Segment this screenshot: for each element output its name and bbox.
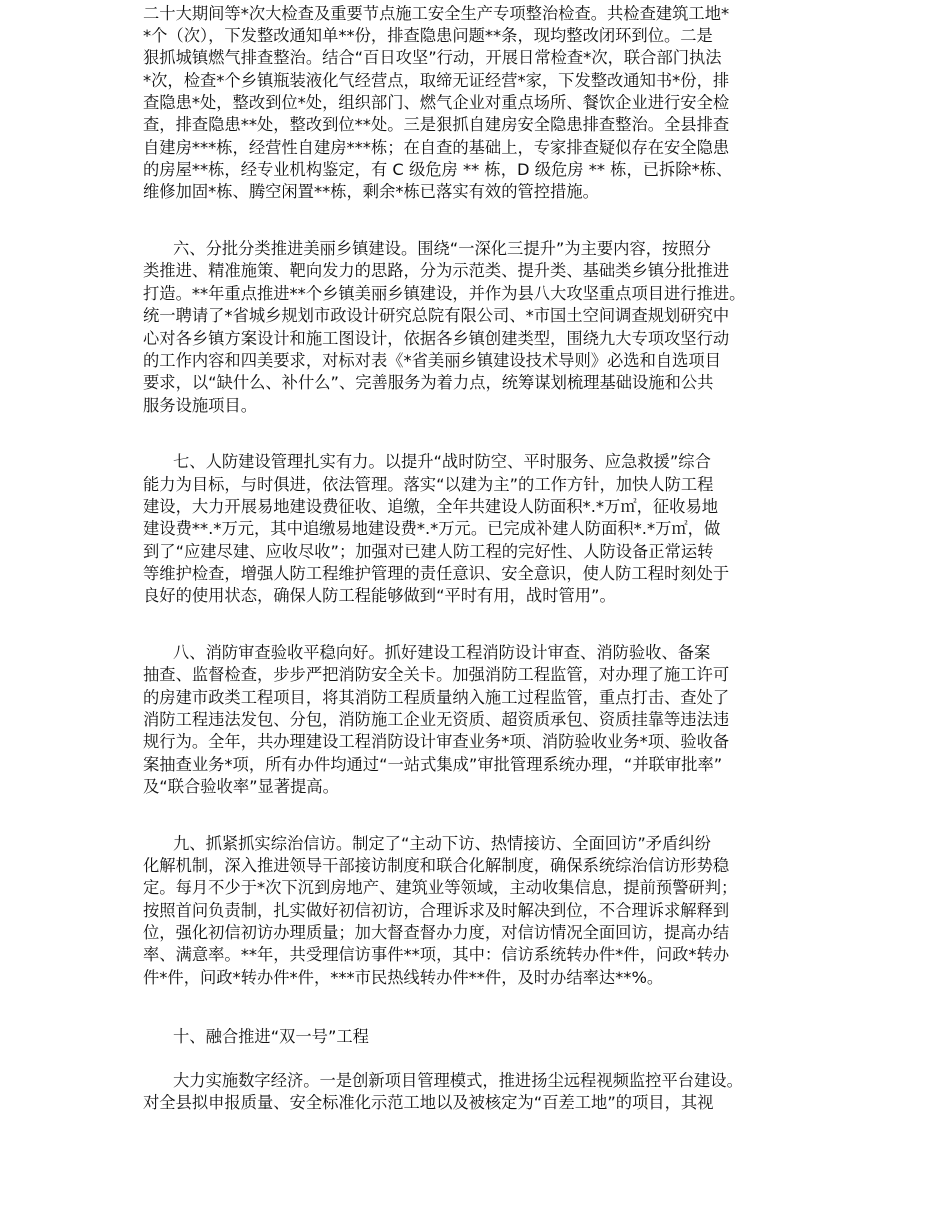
text-line: 等维护检查，增强人防工程维护管理的责任意识、安全意识，使人防工程时刻处于 xyxy=(143,564,730,583)
text-line: 抽查、监督检查，步步严把消防安全关卡。加强消防工程监管，对办理了施工许可 xyxy=(143,665,730,684)
text-line: 案抽查业务*项，所有办件均通过“一站式集成”审批管理系统办理，“并联审批率” xyxy=(143,755,723,774)
text-line: 规行为。全年，共办理建设工程消防设计审查业务*项、消防验收业务*项、验收备 xyxy=(143,732,730,751)
text-line: 查隐患*处，整改到位*处，组织部门、燃气企业对重点场所、餐饮企业进行安全检 xyxy=(143,93,730,112)
text-line: 要求，以“缺什么、补什么”、完善服务为着力点，统筹谋划梳理基础设施和公共 xyxy=(143,373,714,392)
paragraph-first-line: 九、抓紧抓实综治信访。制定了“主动下访、热情接访、全面回访”矛盾纠纷 xyxy=(173,834,711,853)
text-line: 统一聘请了*省城乡规划市政设计研究总院有限公司、*市国土空间调查规划研究中 xyxy=(143,306,730,325)
text-line: 定。每月不少于*次下沉到房地产、建筑业等领域，主动收集信息，提前预警研判； xyxy=(143,878,738,897)
text-line: *个（次），下发整改通知单**份，排查隐患问题**条，现均整改闭环到位。二是 xyxy=(143,26,713,45)
text-line: 二十大期间等*次大检查及重要节点施工安全生产专项整治检查。共检查建筑工地* xyxy=(143,4,730,23)
text-line: 的房屋**栋，经专业机构鉴定，有 C 级危房 ** 栋，D 级危房 ** 栋，已拆除*栋、 xyxy=(143,160,733,179)
text-line: 件*件，问政*转办件*件，***市民热线转办件**件，及时办结率达**%。 xyxy=(143,968,664,987)
text-line: 良好的使用状态，确保人防工程能够做到“平时有用，战时管用”。 xyxy=(143,586,616,605)
text-line: 建设费**.*万元，其中追缴易地建设费*.*万元。已完成补建人防面积*.*万㎡，做 xyxy=(143,519,721,538)
text-line: 的房建市政类工程项目，将其消防工程质量纳入施工过程监管，重点打击、查处了 xyxy=(143,688,730,707)
paragraph-first-line: 八、消防审查验收平稳向好。抓好建设工程消防设计审查、消防验收、备案 xyxy=(173,643,711,662)
text-line: 到了“应建尽建、应收尽收”；加强对已建人防工程的完好性、人防设备正常运转 xyxy=(143,542,714,561)
paragraph-first-line: 六、分批分类推进美丽乡镇建设。围绕“一深化三提升”为主要内容，按照分 xyxy=(173,239,711,258)
text-line: 位，强化初信初访办理质量；加大督查督办力度，对信访情况全面回访，提高办结 xyxy=(143,923,730,942)
text-line: 查，排查隐患**处，整改到位**处。三是狠抓自建房安全隐患排查整治。全县排查 xyxy=(143,115,730,134)
text-line: 建设，大力开展易地建设费征收、追缴，全年共建设人防面积*.*万㎡，征收易地 xyxy=(143,497,719,516)
text-line: 能力为目标，与时俱进，依法管理。落实“以建为主”的工作方针，加快人防工程 xyxy=(143,475,714,494)
section-heading: 十、融合推进“双一号”工程 xyxy=(173,1027,369,1046)
text-line: 消防工程违法发包、分包，消防施工企业无资质、超资质承包、资质挂靠等违法违 xyxy=(143,710,730,729)
paragraph-first-line: 大力实施数字经济。一是创新项目管理模式，推进扬尘远程视频监控平台建设。 xyxy=(173,1071,743,1090)
text-line: 维修加固*栋、腾空闲置**栋，剩余*栋已落实有效的管控措施。 xyxy=(143,182,599,201)
text-line: 心对各乡镇方案设计和施工图设计，依据各乡镇创建类型，围绕九大专项攻坚行动 xyxy=(143,329,730,348)
text-line: 率、满意率。**年，共受理信访事件**项，其中：信访系统转办件*件，问政*转办 xyxy=(143,945,730,964)
text-line: *次，检查*个乡镇瓶装液化气经营点，取缔无证经营*家，下发整改通知书*份，排 xyxy=(143,71,730,90)
paragraph-first-line: 七、人防建设管理扎实有力。以提升“战时防空、平时服务、应急救援”综合 xyxy=(173,452,711,471)
text-line: 打造。**年重点推进**个乡镇美丽乡镇建设，并作为县八大攻坚重点项目进行推进。 xyxy=(143,284,746,303)
text-line: 的工作内容和四美要求，对标对表《*省美丽乡镇建设技术导则》必选和自选项目 xyxy=(143,351,721,370)
text-line: 化解机制，深入推进领导干部接访制度和联合化解制度，确保系统综治信访形势稳 xyxy=(143,856,730,875)
text-line: 服务设施项目。 xyxy=(143,396,257,415)
text-line: 类推进、精准施策、靶向发力的思路，分为示范类、提升类、基础类乡镇分批推进 xyxy=(143,261,730,280)
text-line: 狠抓城镇燃气排查整治。结合“百日攻坚”行动，开展日常检查*次，联合部门执法 xyxy=(143,48,722,67)
text-line: 及“联合验收率”显著提高。 xyxy=(143,777,339,796)
text-line: 按照首问负责制，扎实做好初信初访，合理诉求及时解决到位，不合理诉求解释到 xyxy=(143,901,730,920)
text-line: 自建房***栋，经营性自建房***栋；在自查的基础上，专家排查疑似存在安全隐患 xyxy=(143,138,730,157)
text-line: 对全县拟申报质量、安全标准化示范工地以及被核定为“百差工地”的项目，其视 xyxy=(143,1093,714,1112)
